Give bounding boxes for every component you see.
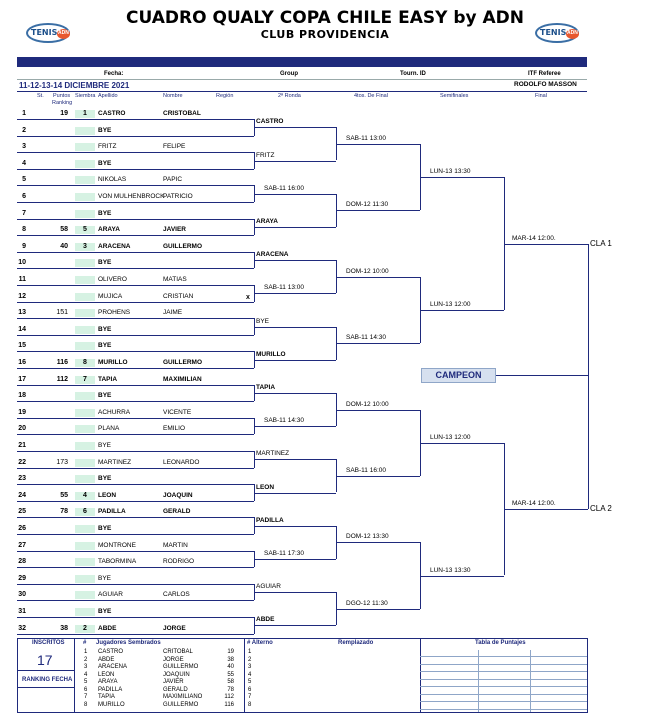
seed-box (75, 591, 95, 599)
player-first-name: PATRICIO (163, 193, 193, 200)
player-points: 58 (60, 226, 68, 234)
player-last-name: PROHENS (98, 309, 131, 317)
semi-schedule: LUN-13 12:00 (430, 433, 471, 441)
tourn-label: Tourn. ID (400, 71, 426, 77)
semi-line (420, 576, 504, 577)
player-last-name: BYE (98, 325, 112, 333)
round2-line (254, 194, 336, 195)
player-position: 9 (22, 242, 26, 250)
seed-number: 3 (84, 664, 88, 670)
seed-box (75, 392, 95, 400)
col-region: Región (216, 93, 234, 99)
round2-player: FRITZ (256, 151, 275, 159)
player-position: 10 (18, 259, 26, 267)
seed-first-name: JAVIER (163, 679, 184, 685)
row-line (17, 451, 254, 452)
seed-number: 2 (84, 656, 88, 663)
player-points: 78 (60, 508, 68, 516)
player-points: 151 (56, 309, 68, 317)
col-ronda2: 2ª Ronda (278, 93, 301, 99)
alterno-label: # Alterno (247, 640, 273, 646)
cla-label: CLA 1 (590, 238, 612, 248)
alterno-number: 6 (248, 686, 252, 693)
player-position: 24 (18, 491, 26, 499)
player-last-name: BYE (98, 608, 112, 615)
seed-first-name: JOAQUIN (163, 671, 190, 678)
page-title: CUADRO QUALY COPA CHILE EASY by ADN (126, 8, 524, 28)
seed-box (75, 409, 95, 417)
col-semis: Semifinales (440, 93, 469, 99)
seed-box: 6 (75, 508, 95, 516)
player-last-name: BYE (98, 392, 112, 400)
referee-label: ITF Referee (528, 71, 561, 77)
seed-points: 40 (227, 664, 234, 670)
player-position: 30 (18, 591, 26, 599)
seed-box (75, 259, 95, 267)
round2-line (254, 227, 336, 228)
player-first-name: EMILIO (163, 425, 186, 433)
row-line (17, 567, 254, 568)
seed-points: 55 (227, 671, 234, 678)
row-line (17, 385, 254, 386)
player-points: 38 (60, 624, 68, 632)
player-position: 11 (18, 276, 26, 283)
seed-points: 38 (227, 656, 234, 663)
row-line (17, 285, 254, 286)
player-last-name: PADILLA (98, 508, 126, 516)
row-line (17, 368, 254, 369)
row-line (17, 534, 254, 535)
player-last-name: BYE (98, 126, 112, 134)
round2-player: ABDE (256, 616, 275, 624)
row-line (17, 152, 254, 153)
seed-number: 6 (84, 686, 88, 693)
seed-first-name: GUILLERMO (163, 701, 199, 708)
player-last-name: PLANA (98, 425, 120, 433)
round2-player: ARACENA (256, 251, 289, 259)
player-last-name: BYE (98, 259, 112, 267)
player-last-name: BYE (98, 342, 112, 350)
row-line (17, 634, 254, 635)
quarter-line (336, 343, 420, 344)
seed-box: 4 (75, 492, 95, 500)
player-position: 23 (18, 475, 26, 483)
col-siembra: Siembra (75, 93, 96, 99)
player-last-name: BYE (98, 525, 112, 532)
semi-schedule: LUN-13 12:00 (430, 300, 471, 308)
round2-line (254, 260, 336, 261)
quarter-schedule: SAB-11 13:00 (346, 134, 386, 142)
final-schedule: MAR-14 12:00. (512, 500, 556, 508)
player-position: 17 (18, 375, 26, 383)
round2-player: CASTRO (256, 118, 284, 126)
player-position: 16 (18, 359, 26, 366)
player-last-name: BYE (98, 209, 112, 217)
player-last-name: AGUIAR (98, 591, 123, 599)
round2-player: ARAYA (256, 217, 278, 225)
col-final: Final (535, 93, 547, 99)
player-position: 13 (18, 309, 26, 317)
player-last-name: ACHURRA (98, 408, 131, 416)
campeon-line (496, 375, 588, 376)
row-line (17, 202, 254, 203)
bracket-connector (588, 244, 589, 510)
seed-points: 112 (224, 694, 234, 700)
round2-player: BYE (256, 317, 270, 325)
player-last-name: ARAYA (98, 226, 120, 234)
ranking-fecha-label: RANKING FECHA (22, 677, 73, 683)
fecha-label: Fecha: (104, 71, 124, 77)
logo-ball-text: ADN (567, 30, 578, 36)
col-ranking: Ranking (52, 100, 73, 106)
seed-box (75, 176, 95, 184)
player-last-name: BYE (98, 442, 112, 449)
puntajes-label: Tabla de Puntajes (475, 640, 526, 646)
seed-number: 7 (84, 694, 88, 700)
player-position: 20 (18, 425, 26, 433)
player-position: 25 (18, 508, 26, 516)
quarter-line (336, 609, 420, 610)
player-points: 173 (56, 458, 68, 466)
row-line (17, 351, 254, 352)
final-schedule: MAR-14 12:00. (512, 234, 556, 242)
player-position: 2 (22, 126, 26, 134)
seed-last-name: ARAYA (98, 679, 118, 685)
player-last-name: MONTRONE (98, 541, 136, 549)
player-first-name: FELIPE (163, 143, 186, 151)
mujica-mark: x (246, 293, 250, 301)
round2-line (254, 625, 336, 626)
row-line (17, 484, 254, 485)
seed-box: 2 (75, 625, 95, 633)
semi-schedule: LUN-13 13:30 (430, 566, 471, 574)
tenis-logo-right (535, 20, 583, 46)
player-first-name: JAIME (163, 309, 183, 317)
quarter-line (336, 542, 420, 543)
seed-last-name: ARACENA (98, 664, 128, 670)
player-last-name: CASTRO (98, 110, 126, 117)
alterno-number: 4 (248, 671, 252, 678)
seed-box (75, 575, 95, 583)
seed-number: 1 (84, 649, 88, 655)
player-points: 116 (56, 359, 68, 366)
player-position: 1 (22, 110, 26, 117)
player-first-name: MARTIN (163, 541, 188, 549)
referee-name: RODOLFO MASSON (514, 81, 577, 88)
player-first-name: JOAQUIN (163, 491, 193, 499)
player-first-name: GUILLERMO (163, 242, 202, 250)
round2-line (254, 459, 336, 460)
round2-player: LEON (256, 483, 275, 491)
row-line (17, 318, 254, 319)
seed-points: 19 (227, 649, 234, 655)
seed-box: 8 (75, 359, 95, 367)
reemplazado-label: Remplazado (338, 640, 374, 646)
seed-first-name: CRITOBAL (163, 649, 193, 655)
row-line (17, 617, 254, 618)
row-line (17, 335, 254, 336)
player-points: 112 (56, 375, 68, 383)
seed-points: 78 (227, 686, 234, 693)
row-line (17, 600, 254, 601)
row-line (17, 119, 254, 120)
round2-player: TAPIA (256, 383, 276, 391)
round2-schedule: SAB-11 13:00 (264, 284, 304, 292)
player-points: 55 (60, 491, 68, 499)
final-line (504, 509, 588, 510)
seed-box (75, 525, 95, 533)
round2-line (254, 293, 336, 294)
seed-box (75, 425, 95, 433)
player-position: 6 (22, 193, 26, 200)
player-last-name: OLIVERO (98, 276, 127, 283)
alterno-number: 5 (248, 679, 252, 685)
player-last-name: BYE (98, 574, 112, 582)
round2-line (254, 360, 336, 361)
seed-box: 3 (75, 243, 95, 251)
seed-box (75, 193, 95, 201)
player-first-name: MAXIMILIAN (163, 375, 202, 383)
round2-line (254, 592, 336, 593)
quarter-line (336, 277, 420, 278)
player-last-name: VON MULHENBROCK (98, 193, 165, 200)
quarter-schedule: DOM-12 11:30 (346, 201, 389, 209)
logo-text: TENIS (31, 28, 58, 37)
player-position: 14 (18, 325, 26, 333)
round2-line (254, 161, 336, 162)
seed-first-name: JORGE (163, 656, 184, 663)
round2-line (254, 559, 336, 560)
seed-box (75, 127, 95, 135)
round2-line (254, 493, 336, 494)
seed-box (75, 309, 95, 317)
player-position: 12 (18, 292, 26, 300)
cla-label: CLA 2 (590, 504, 612, 514)
player-first-name: RODRIGO (163, 558, 195, 566)
col-apellido: Apellido (98, 93, 118, 99)
player-first-name: GERALD (163, 508, 191, 516)
row-line (17, 219, 254, 220)
col-st: St. (37, 93, 44, 99)
semi-schedule: LUN-13 13:30 (430, 168, 471, 176)
player-last-name: FRITZ (98, 143, 117, 151)
quarter-line (336, 476, 420, 477)
player-first-name: MATIAS (163, 276, 187, 283)
player-position: 27 (18, 541, 26, 549)
seed-first-name: MAXIMILIANO (163, 694, 203, 700)
row-line (17, 584, 254, 585)
row-line (17, 434, 254, 435)
round2-line (254, 127, 336, 128)
seed-box (75, 160, 95, 168)
seed-last-name: TAPIA (98, 694, 115, 700)
player-position: 31 (18, 608, 26, 615)
round2-player: MURILLO (256, 350, 286, 358)
row-line (17, 501, 254, 502)
quarter-line (336, 210, 420, 211)
group-label: Group (280, 71, 298, 77)
row-line (17, 252, 254, 253)
seed-last-name: PADILLA (98, 686, 123, 693)
final-line (504, 244, 588, 245)
row-line (17, 418, 254, 419)
logo-ball-text: ADN (58, 30, 69, 36)
player-position: 19 (18, 408, 26, 416)
row-line (17, 401, 254, 402)
round2-schedule: SAB-11 16:00 (264, 184, 304, 192)
player-last-name: MURILLO (98, 359, 128, 366)
col-cuartos: 4tos. De Final (354, 93, 388, 99)
player-points: 19 (60, 110, 68, 117)
round2-player: MARTINEZ (256, 450, 290, 458)
tenis-logo-left (26, 20, 74, 46)
seed-box (75, 342, 95, 350)
seed-box: 7 (75, 376, 95, 384)
player-first-name: CARLOS (163, 591, 190, 599)
player-first-name: PAPIC (163, 176, 183, 184)
semi-line (420, 310, 504, 311)
seed-last-name: LEON (98, 671, 115, 678)
round2-line (254, 426, 336, 427)
player-first-name: VICENTE (163, 408, 192, 416)
inscritos-value: 17 (37, 652, 53, 668)
alterno-number: 8 (248, 701, 252, 708)
row-line (17, 235, 254, 236)
club-subtitle: CLUB PROVIDENCIA (260, 28, 390, 41)
seed-box (75, 276, 95, 284)
quarter-line (336, 410, 420, 411)
player-position: 22 (18, 458, 26, 466)
player-last-name: TAPIA (98, 375, 118, 383)
player-last-name: ABDE (98, 624, 117, 632)
player-position: 32 (18, 624, 26, 632)
seed-points: 58 (227, 679, 234, 685)
quarter-line (336, 144, 420, 145)
seeded-hash: # (83, 640, 87, 646)
round2-line (254, 393, 336, 394)
player-last-name: NIKOLAS (98, 176, 127, 184)
seed-box: 1 (75, 110, 95, 118)
player-last-name: ARACENA (98, 242, 131, 250)
player-points: 40 (60, 242, 68, 250)
player-last-name: TABORMINA (98, 558, 137, 566)
quarter-schedule: DOM-12 10:00 (346, 400, 389, 408)
alterno-number: 1 (248, 649, 252, 655)
player-position: 26 (18, 525, 26, 532)
player-position: 15 (18, 342, 26, 350)
player-position: 21 (18, 442, 26, 449)
seed-box (75, 210, 95, 218)
player-last-name: BYE (98, 159, 112, 167)
logo-text: TENIS (540, 28, 567, 37)
alterno-number: 2 (248, 656, 252, 663)
player-last-name: BYE (98, 475, 112, 483)
seeded-label: Jugadores Sembrados (96, 640, 161, 646)
player-first-name: GUILLERMO (163, 359, 202, 366)
row-line (17, 169, 254, 170)
seed-box (75, 459, 95, 467)
row-line (17, 268, 254, 269)
row-line (17, 185, 254, 186)
alterno-number: 7 (248, 694, 252, 700)
row-line (17, 517, 254, 518)
round2-schedule: SAB-11 17:30 (264, 549, 304, 557)
seed-number: 5 (84, 679, 88, 685)
header-bar (17, 57, 587, 67)
seed-box (75, 442, 95, 450)
seed-box (75, 475, 95, 483)
seed-box (75, 143, 95, 151)
player-position: 29 (18, 574, 26, 582)
player-position: 5 (22, 176, 26, 184)
player-position: 18 (18, 392, 26, 400)
player-last-name: MARTINEZ (98, 458, 132, 466)
row-line (17, 136, 254, 137)
round2-player: PADILLA (256, 516, 284, 524)
row-line (17, 302, 254, 303)
player-last-name: MUJICA (98, 292, 123, 300)
seed-box (75, 326, 95, 334)
round2-schedule: SAB-11 14:30 (264, 417, 304, 425)
seed-number: 4 (84, 671, 88, 678)
col-nombre: Nombre (163, 93, 183, 99)
player-position: 3 (22, 143, 26, 151)
seed-last-name: CASTRO (98, 649, 124, 655)
seed-box: 5 (75, 226, 95, 234)
quarter-schedule: SAB-11 14:30 (346, 334, 386, 342)
player-position: 28 (18, 558, 26, 566)
player-last-name: LEON (98, 491, 117, 499)
campeon-box: CAMPEON (421, 368, 496, 383)
quarter-schedule: SAB-11 16:00 (346, 466, 386, 474)
inscritos-label: INSCRITOS (32, 640, 65, 646)
alterno-number: 3 (248, 664, 252, 670)
player-first-name: LEONARDO (163, 458, 200, 466)
semi-line (420, 177, 504, 178)
player-position: 7 (22, 209, 26, 217)
tournament-date: 11-12-13-14 DICIEMBRE 2021 (19, 81, 130, 90)
seed-first-name: GERALD (163, 686, 188, 693)
player-position: 8 (22, 226, 26, 234)
seed-last-name: MURILLO (98, 701, 125, 708)
col-puntos: Puntos (53, 93, 71, 99)
player-first-name: JAVIER (163, 226, 186, 234)
quarter-schedule: DOM-12 13:30 (346, 533, 389, 541)
quarter-schedule: DOM-12 10:00 (346, 267, 389, 275)
seed-box (75, 558, 95, 566)
seed-points: 116 (224, 701, 234, 708)
round2-line (254, 327, 336, 328)
player-first-name: JORGE (163, 624, 186, 632)
seed-box (75, 293, 95, 301)
quarter-schedule: DGO-12 11:30 (346, 599, 388, 607)
row-line (17, 551, 254, 552)
player-first-name: CRISTOBAL (163, 110, 201, 117)
row-line (17, 468, 254, 469)
player-position: 4 (22, 159, 26, 167)
seed-number: 8 (84, 701, 88, 708)
semi-line (420, 443, 504, 444)
seed-box (75, 542, 95, 550)
player-first-name: CRISTIAN (163, 292, 194, 300)
seed-first-name: GUILLERMO (163, 664, 199, 670)
seed-last-name: ABDE (98, 656, 115, 663)
round2-player: AGUIAR (256, 583, 281, 591)
seed-box (75, 608, 95, 616)
round2-line (254, 526, 336, 527)
